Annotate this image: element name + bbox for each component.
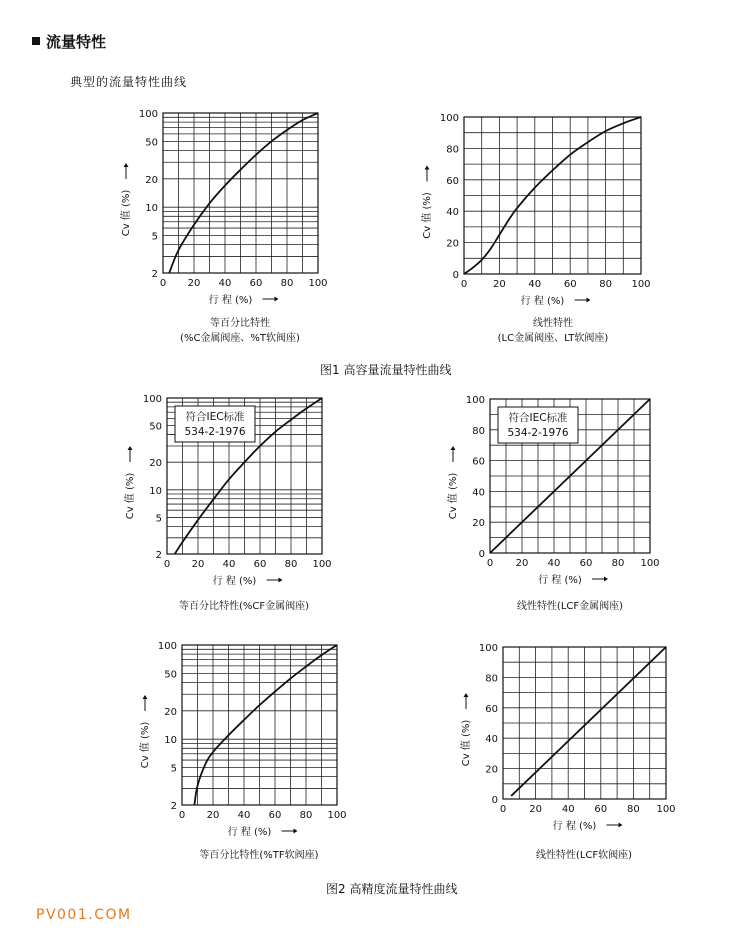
watermark: PV001.COM	[36, 907, 132, 923]
chart-c6	[459, 643, 676, 861]
y-tick-label: 0	[452, 270, 459, 281]
y-axis-label: Cv 值 (%)	[448, 472, 459, 520]
x-tick-label: 40	[237, 810, 251, 821]
series-line-c5	[194, 645, 337, 805]
x-tick-label: 20	[515, 558, 529, 569]
y-axis-label: Cv 值 (%)	[140, 721, 151, 769]
y-tick-label: 10	[149, 485, 162, 497]
arrow-head-icon	[124, 163, 129, 167]
figure-2-caption: 图2 高精度流量特性曲线	[326, 882, 458, 896]
arrow-head-icon	[451, 446, 456, 450]
series-line-c1	[169, 113, 318, 273]
y-tick-label: 20	[472, 518, 485, 530]
x-tick-label: 20	[529, 804, 542, 815]
chart-caption: 等百分比特性(%CF金属阀座)	[178, 601, 310, 612]
y-tick-label: 0	[478, 549, 485, 560]
y-axis-label: Cv 值 (%)	[125, 472, 136, 520]
x-tick-label: 60	[594, 804, 608, 815]
y-tick-label: 100	[478, 643, 498, 654]
x-tick-label: 60	[253, 559, 267, 570]
chart-caption: 线性特性(LCF金属阀座)	[516, 601, 624, 612]
x-tick-label: 80	[611, 558, 625, 569]
y-tick-label: 50	[149, 421, 162, 433]
x-tick-label: 100	[308, 278, 328, 289]
y-tick-label: 20	[149, 458, 162, 470]
x-tick-label: 80	[599, 279, 612, 290]
x-axis-label: 行 程 (%)	[212, 576, 257, 587]
arrow-head-icon	[128, 446, 133, 450]
arrow-head-icon	[604, 577, 608, 582]
y-tick-label: 20	[164, 706, 177, 718]
y-tick-label: 10	[164, 735, 177, 747]
annotation-text: 534-2-1976	[507, 427, 569, 439]
y-tick-label: 100	[439, 113, 459, 124]
chart-caption: (%C金属阀座、%T软阀座)	[180, 333, 300, 344]
x-tick-label: 40	[561, 804, 575, 815]
arrow-head-icon	[425, 166, 430, 170]
x-tick-label: 100	[656, 804, 676, 815]
chart-caption: 线性特性	[533, 318, 573, 329]
x-tick-label: 100	[631, 279, 651, 290]
x-tick-label: 40	[528, 279, 542, 290]
x-tick-label: 80	[284, 559, 298, 570]
x-tick-label: 0	[178, 810, 186, 821]
y-tick-label: 5	[170, 763, 177, 775]
y-tick-label: 50	[164, 669, 177, 681]
x-axis-label: 行 程 (%)	[552, 821, 597, 832]
y-tick-label: 5	[155, 513, 162, 525]
x-tick-label: 80	[280, 278, 294, 289]
x-tick-label: 100	[327, 810, 347, 821]
annotation-text: 符合IEC标准	[185, 411, 245, 423]
y-tick-label: 0	[491, 795, 498, 806]
y-tick-label: 100	[142, 394, 162, 405]
chart-caption: 等百分比特性	[210, 318, 270, 329]
x-tick-label: 20	[191, 559, 205, 570]
y-axis-label: Cv 值 (%)	[121, 189, 132, 237]
y-axis-label: Cv 值 (%)	[461, 719, 472, 767]
y-tick-label: 60	[472, 456, 485, 468]
x-tick-label: 0	[163, 559, 171, 570]
arrow-head-icon	[143, 695, 148, 699]
chart-c2	[420, 113, 651, 344]
figure-1-caption: 图1 高容量流量特性曲线	[320, 363, 452, 377]
y-tick-label: 20	[145, 174, 158, 186]
y-tick-label: 80	[485, 673, 498, 685]
x-axis-label: 行 程 (%)	[208, 295, 253, 306]
x-tick-label: 100	[640, 558, 660, 569]
x-tick-label: 0	[159, 278, 167, 289]
y-tick-label: 20	[446, 238, 459, 250]
y-tick-label: 80	[446, 144, 459, 156]
y-tick-label: 60	[485, 703, 498, 715]
chart-c5	[138, 641, 347, 861]
x-axis-label: 行 程 (%)	[520, 296, 565, 307]
x-tick-label: 60	[579, 558, 593, 569]
arrow-head-icon	[294, 829, 298, 834]
y-tick-label: 2	[155, 550, 162, 561]
x-tick-label: 0	[486, 558, 494, 569]
y-tick-label: 10	[145, 203, 158, 215]
x-tick-label: 80	[299, 810, 313, 821]
x-tick-label: 40	[218, 278, 232, 289]
section-title-text: 流量特性	[46, 33, 107, 51]
arrow-head-icon	[587, 298, 591, 303]
x-axis-label: 行 程 (%)	[227, 827, 272, 838]
arrow-head-icon	[279, 578, 283, 583]
x-axis-label: 行 程 (%)	[538, 575, 582, 586]
x-tick-label: 0	[499, 804, 507, 815]
x-tick-label: 60	[249, 278, 263, 289]
x-tick-label: 20	[206, 810, 220, 821]
x-tick-label: 40	[547, 558, 561, 569]
y-tick-label: 50	[145, 137, 158, 149]
y-tick-label: 40	[446, 207, 459, 219]
x-tick-label: 80	[627, 804, 640, 815]
y-tick-label: 100	[157, 641, 177, 652]
chart-caption: 等百分比特性(%TF软阀座)	[199, 850, 319, 861]
chart-caption: (LC金属阀座、LT软阀座)	[497, 333, 609, 344]
x-tick-label: 20	[493, 279, 506, 290]
annotation-text: 符合IEC标准	[508, 412, 568, 424]
y-tick-label: 2	[151, 269, 158, 280]
chart-c1	[119, 109, 328, 344]
y-tick-label: 60	[446, 175, 459, 187]
y-tick-label: 5	[151, 231, 158, 243]
y-tick-label: 40	[485, 734, 498, 746]
y-axis-label: Cv 值 (%)	[422, 192, 433, 239]
chart-c3	[123, 394, 332, 612]
y-tick-label: 40	[472, 487, 485, 499]
y-tick-label: 20	[485, 764, 498, 776]
x-tick-label: 0	[460, 279, 468, 290]
annotation-text: 534-2-1976	[184, 426, 246, 438]
arrow-head-icon	[619, 823, 623, 828]
x-tick-label: 20	[187, 278, 201, 289]
y-tick-label: 100	[138, 109, 158, 120]
y-tick-label: 100	[465, 395, 485, 406]
x-tick-label: 40	[222, 559, 236, 570]
x-tick-label: 60	[268, 810, 282, 821]
subheading: 典型的流量特性曲线	[70, 75, 188, 89]
arrow-head-icon	[464, 693, 469, 697]
arrow-head-icon	[275, 297, 279, 302]
y-tick-label: 80	[472, 425, 485, 437]
y-tick-label: 2	[170, 801, 177, 812]
chart-caption: 线性特性(LCF软阀座)	[535, 850, 633, 861]
chart-c4	[446, 395, 660, 612]
x-tick-label: 100	[312, 559, 332, 570]
series-line-c6	[511, 647, 666, 796]
x-tick-label: 60	[563, 279, 577, 290]
